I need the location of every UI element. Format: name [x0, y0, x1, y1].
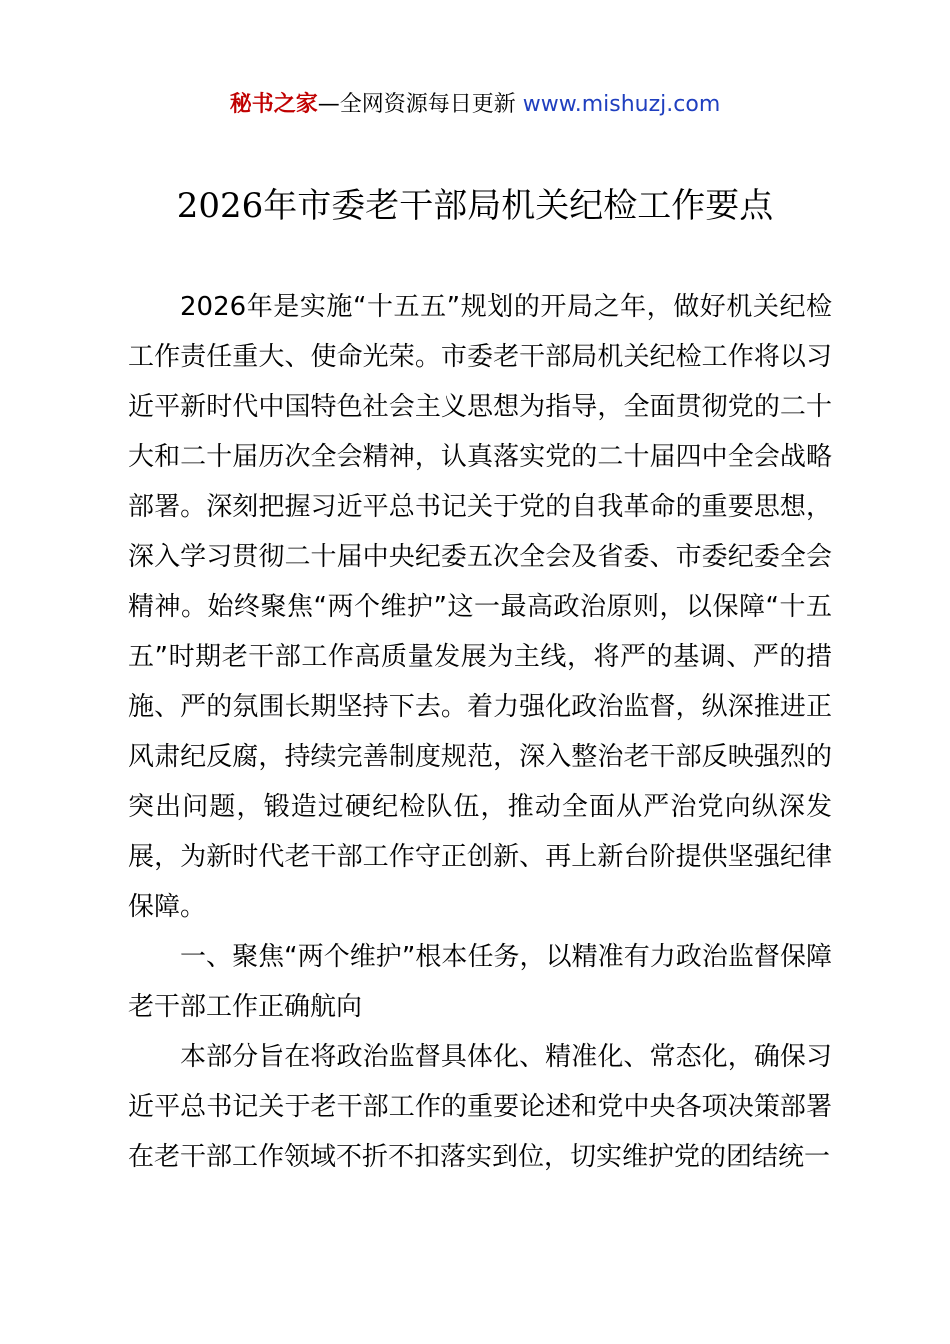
site-header [0, 88, 950, 122]
header-tagline: —全网资源每日更新 [317, 92, 523, 117]
brand-name: 秘书之家 [229, 92, 318, 117]
document-title: 2026年市委老干部局机关纪检工作要点 [176, 186, 774, 226]
intro-paragraph: 2026年是实施“十五五”规划的开局之年，做好机关纪检工作责任重大、使命光荣。市委老干部局机关纪检工作将以习近平新时代中国特色社会主义思想为指导，全面贯彻党的二十大和二十届历次全会精神，认真落实党的二十届四中全会战略部署。深刻把握习近平总书记关于党的自我革命的重要思想，深入学习贯彻二十届中央纪委五次全会及省委、市委纪委全会精神。始终聚焦“两个维护”这一最高政治原则，以保障“十五五”时期老干部工作高质量发展为主线，将严的基调、严的措施、严的氛围长期坚持下去。着力强化政治监督，纵深推进正风肃纪反腐，持续完善制度规范，深入整治老干部反映强烈的突出问题，锻造过硬纪检队伍，推动全面从严治党向纵深发展，为新时代老干部工作守正创新、再上新台阶提供坚强纪律保障。 [128, 292, 832, 922]
section-heading-1: 一、聚焦“两个维护”根本任务，以精准有力政治监督保障老干部工作正确航向 [128, 942, 832, 1022]
section-1-paragraph: 本部分旨在将政治监督具体化、精准化、常态化，确保习近平总书记关于老干部工作的重要论述和党中央各项决策部署在老干部工作领域不折不扣落实到位，切实维护党的团结统一 [128, 1042, 832, 1172]
site-url-link[interactable]: www.mishuzj.com [522, 92, 721, 117]
document-body [128, 282, 832, 1182]
